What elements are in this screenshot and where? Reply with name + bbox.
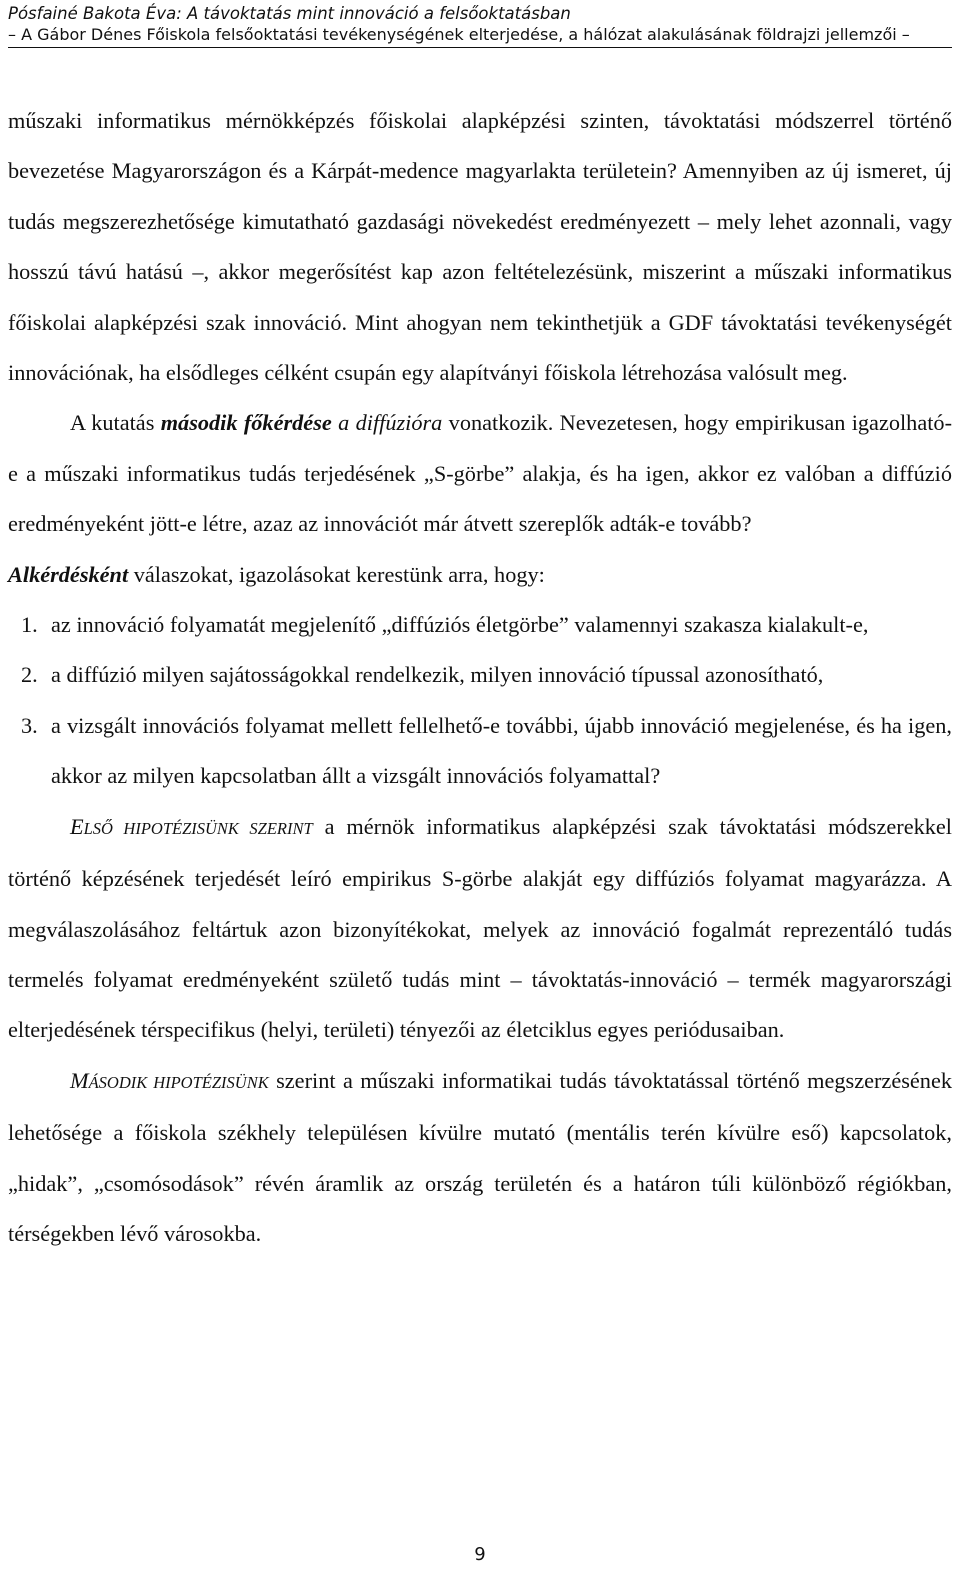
second-main-question-emphasis: második főkérdése	[160, 410, 332, 436]
subquestion-list	[8, 600, 952, 802]
header-title: Pósfainé Bakota Éva: A távoktatás mint innováció a felsőoktatásban	[8, 4, 571, 23]
paragraph-2-text-a: A kutatás	[70, 410, 161, 436]
paragraph-4-text: a mérnök informatikus alapképzési szak távoktatási módszerekkel történő képzésének terjedését leíró empirikus S-görbe alakját egy diffúziós folyamat magyarázza. A megválaszolásához feltártuk azon bizonyítékokat, melyek az innováció fogalmát reprezentáló tudás termelés folyamat eredményeként születő tudás mint – távoktatás-innováció – termék magyarországi elterjedésének térspecifikus (helyi, területi) tényezői az életciklus egyes periódusaiban.	[8, 813, 952, 1043]
list-item-text: a diffúzió milyen sajátosságokkal rendelkezik, milyen innováció típussal azonosítható,	[51, 662, 824, 688]
paragraph-3	[8, 550, 952, 600]
list-item-number: 2.	[21, 662, 38, 688]
paragraph-1: műszaki informatikus mérnökképzés főiskolai alapképzési szinten, távoktatási módszerrel történő bevezetése Magyarországon és a Kárpát-medence magyarlakta területein? Amennyiben az új ismeret, új tudás megszerezhetősége kimutatható gazdasági növekedést eredményezett – mely lehet azonnali, vagy hosszú távú hatású –, akkor megerősítést kap azon feltételezésünk, miszerint a műszaki informatikus főiskolai alapképzési szak innováció. Mint ahogyan nem tekinthetjük a GDF távoktatási tevékenységét innovációnak, ha elsődleges célként csupán egy alapítványi főiskola létrehozása valósult meg.	[8, 108, 952, 386]
header-divider	[8, 47, 952, 48]
list-item	[8, 650, 952, 700]
header-subtitle: – A Gábor Dénes Főiskola felsőoktatási tevékenységének elterjedése, a hálózat alakulásának földrajzi jellemzői –	[8, 25, 910, 44]
list-item-number: 1.	[21, 612, 38, 638]
second-hypothesis-initial: M	[70, 1067, 89, 1093]
list-item-number: 3.	[21, 712, 38, 738]
paragraph-3-text: válaszokat, igazolásokat kerestünk arra, hogy:	[128, 561, 545, 587]
paragraph-5-text: szerint a műszaki informatikai tudás távoktatással történő megszerzésének lehetősége a főiskola székhely településen kívülre mutató (mentális terén kívülre eső) kapcsolatok, „hidak”, „csomósodások” révén áramlik az ország területén és a határon túli különböző régiókban, térségekben lévő városokba.	[8, 1067, 952, 1246]
document-body	[8, 96, 952, 1259]
paragraph-4	[8, 802, 952, 1056]
page-number: 9	[474, 1544, 486, 1565]
list-item-text: az innováció folyamatát megjelenítő „diffúziós életgörbe” valamennyi szakasza kialakult-e,	[51, 612, 869, 638]
paragraph-2-text-c: vonatkozik. Nevezetesen, hogy empirikusan igazolható-e a műszaki informatikus tudás terjedésének „S-görbe” alakja, és ha igen, akkor ez valóban a diffúzió eredményeként jött-e létre, azaz az innovációt már átvett szereplők adták-e tovább?	[8, 410, 952, 537]
diffusion-emphasis: a diffúzióra	[338, 410, 443, 436]
subquestion-emphasis: Alkérdésként	[8, 561, 129, 587]
first-hypothesis-initial: E	[70, 813, 84, 839]
first-hypothesis-label: LSŐ HIPOTÉZISÜNK SZERINT	[83, 818, 313, 838]
list-item	[8, 600, 952, 650]
list-item-text: a vizsgált innovációs folyamat mellett fellelhető-e további, újabb innováció megjelenése, és ha igen, akkor az milyen kapcsolatban állt a vizsgált innovációs folyamattal?	[51, 712, 952, 789]
list-item	[8, 701, 952, 802]
paragraph-2	[8, 398, 952, 549]
second-hypothesis-label: ÁSODIK HIPOTÉZISÜNK	[88, 1072, 269, 1092]
paragraph-5	[8, 1056, 952, 1260]
